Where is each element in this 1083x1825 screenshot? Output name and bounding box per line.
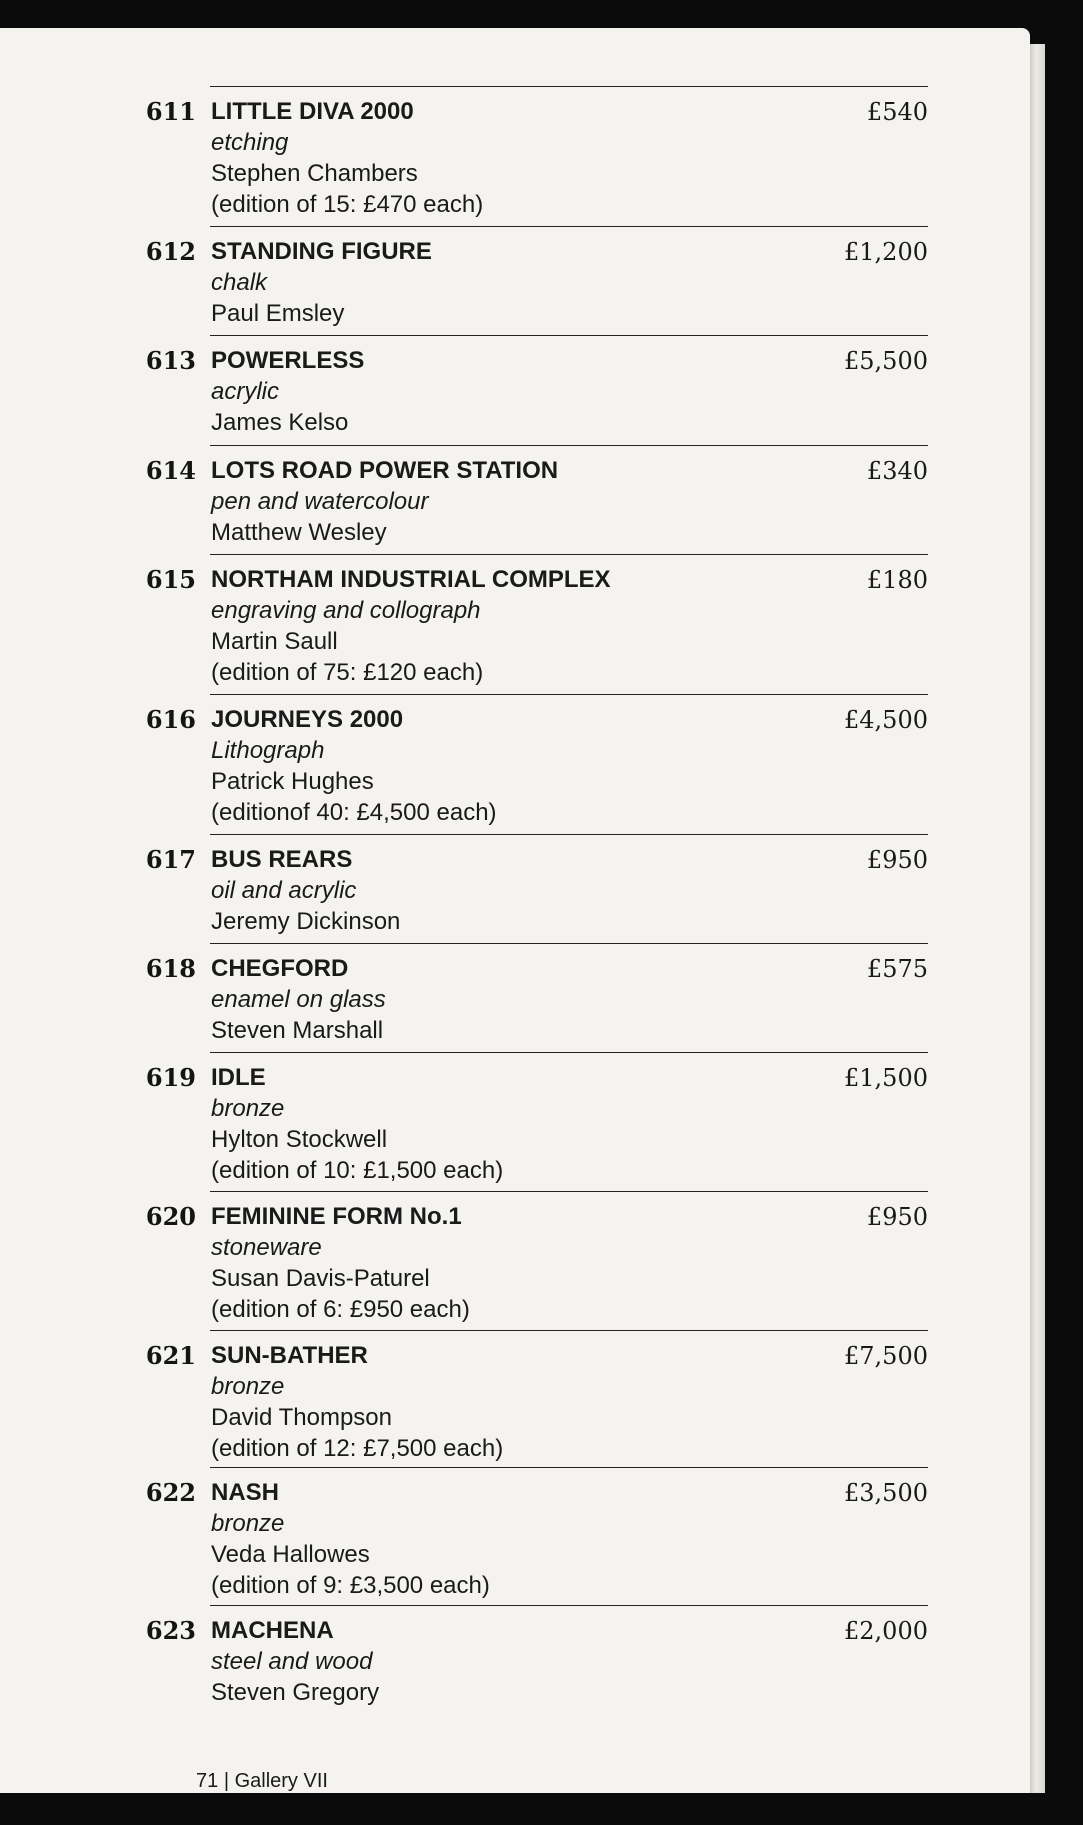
entry-divider: [210, 1052, 928, 1053]
price: £3,500: [844, 1479, 928, 1507]
artwork-medium: etching: [211, 129, 289, 156]
edition-note: (edition of 15: £470 each): [211, 191, 484, 218]
artwork-medium: enamel on glass: [211, 986, 386, 1013]
price: £340: [866, 457, 928, 485]
artwork-title: MACHENA: [211, 1617, 334, 1644]
artist-name: Susan Davis-Paturel: [211, 1265, 430, 1292]
section-name: Gallery VII: [234, 1770, 328, 1792]
artwork-title: IDLE: [211, 1064, 266, 1091]
artwork-title: BUS REARS: [211, 846, 353, 873]
artwork-title: POWERLESS: [211, 347, 365, 374]
lot-number: 616: [145, 705, 196, 734]
price: £540: [866, 98, 928, 126]
artwork-medium: stoneware: [211, 1234, 322, 1261]
entry-details: [211, 1615, 880, 1708]
entry-details: [211, 1062, 880, 1186]
entry-details: [211, 704, 880, 828]
entry-divider: [210, 694, 928, 695]
edition-note: (edition of 75: £120 each): [211, 659, 484, 686]
price: £180: [866, 566, 928, 594]
entry-divider: [210, 1330, 928, 1331]
artist-name: Patrick Hughes: [211, 768, 374, 795]
artist-name: Steven Marshall: [211, 1017, 384, 1044]
price: £1,200: [844, 238, 928, 266]
artwork-medium: bronze: [211, 1373, 285, 1400]
entry-details: [211, 1340, 880, 1464]
lot-number: 617: [145, 845, 196, 874]
edition-note: (edition of 10: £1,500 each): [211, 1157, 504, 1184]
price: £2,000: [844, 1617, 928, 1645]
entry-details: [211, 455, 880, 548]
artwork-title: SUN-BATHER: [211, 1342, 368, 1369]
artist-name: Martin Saull: [211, 628, 338, 655]
artwork-title: LOTS ROAD POWER STATION: [211, 457, 559, 484]
entry-divider: [210, 1605, 928, 1606]
page-edge: [1030, 44, 1045, 1793]
entry-details: [211, 236, 880, 329]
edition-note: (edition of 9: £3,500 each): [211, 1572, 490, 1599]
entry-details: [211, 953, 880, 1046]
entry-details: [211, 844, 880, 937]
lot-number: 620: [145, 1202, 196, 1231]
lot-number: 618: [145, 954, 196, 983]
lot-number: 611: [145, 97, 196, 126]
entry-divider: [210, 834, 928, 835]
lot-number: 612: [145, 237, 196, 266]
artwork-title: LITTLE DIVA 2000: [211, 98, 414, 125]
entry-details: [211, 345, 880, 438]
edition-note: (edition of 12: £7,500 each): [211, 1435, 504, 1462]
artist-name: Matthew Wesley: [211, 519, 387, 546]
edition-note: (edition of 6: £950 each): [211, 1296, 470, 1323]
lot-number: 615: [145, 565, 196, 594]
artwork-medium: oil and acrylic: [211, 877, 357, 904]
artwork-title: STANDING FIGURE: [211, 238, 432, 265]
page-footer: [196, 1770, 328, 1793]
entry-divider: [210, 86, 928, 87]
artwork-medium: pen and watercolour: [211, 488, 429, 515]
artist-name: Steven Gregory: [211, 1679, 380, 1706]
price: £4,500: [844, 706, 928, 734]
artwork-medium: steel and wood: [211, 1648, 373, 1675]
artist-name: Jeremy Dickinson: [211, 908, 401, 935]
artwork-title: NASH: [211, 1479, 280, 1506]
artwork-title: JOURNEYS 2000: [211, 706, 404, 733]
lot-number: 613: [145, 346, 196, 375]
artwork-medium: acrylic: [211, 378, 280, 405]
artist-name: David Thompson: [211, 1404, 392, 1431]
artwork-medium: bronze: [211, 1510, 285, 1537]
artist-name: James Kelso: [211, 409, 349, 436]
entry-divider: [210, 445, 928, 446]
lot-number: 619: [145, 1063, 196, 1092]
entry-divider: [210, 943, 928, 944]
lot-number: 621: [145, 1341, 196, 1370]
artwork-title: NORTHAM INDUSTRIAL COMPLEX: [211, 566, 611, 593]
artwork-medium: Lithograph: [211, 737, 325, 764]
entry-divider: [210, 335, 928, 336]
artwork-medium: chalk: [211, 269, 268, 296]
entry-details: [211, 96, 880, 220]
entry-divider: [210, 554, 928, 555]
artwork-medium: engraving and collograph: [211, 597, 481, 624]
edition-note: (editionof 40: £4,500 each): [211, 799, 497, 826]
price: £950: [866, 1203, 928, 1231]
price: £1,500: [844, 1064, 928, 1092]
artwork-title: FEMININE FORM No.1: [211, 1203, 462, 1230]
lot-number: 623: [145, 1616, 196, 1645]
entry-details: [211, 1201, 880, 1325]
entry-divider: [210, 1467, 928, 1468]
price: £7,500: [844, 1342, 928, 1370]
entry-divider: [210, 1191, 928, 1192]
price: £950: [866, 846, 928, 874]
artwork-medium: bronze: [211, 1095, 285, 1122]
page-number: 71: [196, 1770, 219, 1792]
entry-divider: [210, 226, 928, 227]
lot-number: 614: [145, 456, 196, 485]
artist-name: Veda Hallowes: [211, 1541, 370, 1568]
artist-name: Stephen Chambers: [211, 160, 418, 187]
entry-details: [211, 1477, 880, 1601]
artist-name: Paul Emsley: [211, 300, 345, 327]
price: £5,500: [844, 347, 928, 375]
lot-number: 622: [145, 1478, 196, 1507]
artist-name: Hylton Stockwell: [211, 1126, 388, 1153]
footer-separator: |: [223, 1770, 230, 1792]
price: £575: [866, 955, 928, 983]
entry-details: [211, 564, 880, 688]
artwork-title: CHEGFORD: [211, 955, 349, 982]
